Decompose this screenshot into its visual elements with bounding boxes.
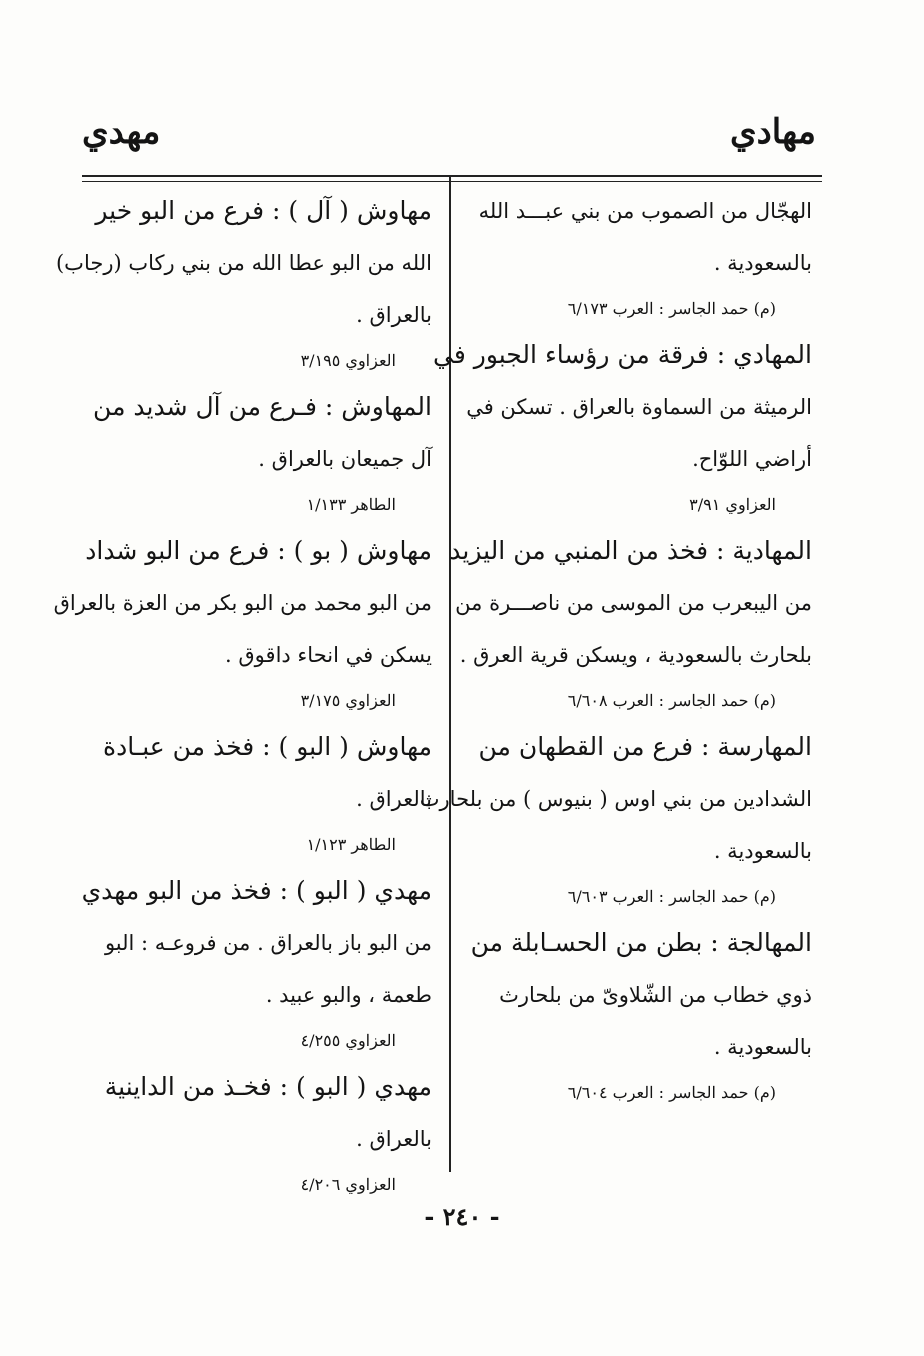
entry xyxy=(419,721,812,917)
entry-line: يسكن في انحاء داقوق . xyxy=(225,643,432,667)
entry xyxy=(433,329,812,525)
entry xyxy=(464,917,812,1113)
header-rule-thin xyxy=(82,181,822,182)
entry-headword-line: المهادية : فخذ من المنبي من اليزيد xyxy=(449,536,812,565)
entry-headword-line: مهدي ( البو ) : فخذ من البو مهدي xyxy=(81,876,432,905)
entry xyxy=(53,525,432,721)
entry xyxy=(87,721,432,865)
entry-line: بالسعودية . xyxy=(713,839,812,863)
entry xyxy=(87,381,432,525)
entry-line: الرميثة من السماوة بالعراق . تسكن في xyxy=(466,395,812,419)
entry-headword-line: المهاوش : فـرع من آل شديد من xyxy=(93,392,432,421)
entry-reference: العزاوي ٣/١٧٥ xyxy=(300,691,396,710)
running-header-left: مهدي xyxy=(82,112,161,152)
entry-reference: العزاوي ٣/١٩٥ xyxy=(300,351,396,370)
entry-reference: (م) حمد الجاسر : العرب ٦/٦٠٤ xyxy=(567,1083,776,1102)
entry-line: بالسعودية . xyxy=(713,1035,812,1059)
entry-line: الهجّال من الصموب من بني عبـــد الله xyxy=(478,199,812,223)
entry-reference: الطاهر ١/١٢٣ xyxy=(306,835,396,854)
entry-reference: العزاوي ٣/٩١ xyxy=(689,495,776,514)
entry-headword-line: مهاوش ( بو ) : فرع من البو شداد xyxy=(85,536,432,565)
left-column xyxy=(53,185,432,1205)
entry xyxy=(449,525,812,721)
entry-headword-line: مهاوش ( آل ) : فرع من البو خير xyxy=(95,196,432,225)
entry-headword-line: مهدي ( البو ) : فخـذ من الداينية xyxy=(104,1072,432,1101)
entry-line: من اليبعرب من الموسى من ناصـــرة من xyxy=(455,591,812,615)
entry-reference: (م) حمد الجاسر : العرب ٦/٦٠٨ xyxy=(567,691,776,710)
entry-line: بالعراق . xyxy=(356,303,432,327)
entry-line: بالعراق . xyxy=(356,1127,432,1151)
entry xyxy=(55,185,432,381)
entry-line: الشدادين من بني اوس ( بنيوس ) من بلحارث xyxy=(419,787,812,811)
entry-line: من البو باز بالعراق . من فروعـه : البو xyxy=(104,931,432,955)
entry-reference: (م) حمد الجاسر : العرب ٦/٦٠٣ xyxy=(567,887,776,906)
entry-headword-line: المهارسة : فرع من القطهان من xyxy=(478,732,812,761)
entry xyxy=(464,185,812,329)
entry-line: بالسعودية . xyxy=(713,251,812,275)
page-number: - ٢٤٠ - xyxy=(424,1202,500,1231)
entry-headword-line: المهالجة : بطن من الحسـابلة من xyxy=(470,928,812,957)
entry-line: ذوي خطاب من الشّلاوىّ من بلحارث xyxy=(499,983,812,1007)
column-divider xyxy=(449,175,451,1172)
entry-reference: العزاوي ٤/٢٥٥ xyxy=(300,1031,396,1050)
entry-reference: (م) حمد الجاسر : العرب ٦/١٧٣ xyxy=(567,299,776,318)
entry-line: أراضي اللوّاح. xyxy=(692,447,812,471)
entry-reference: الطاهر ١/١٣٣ xyxy=(306,495,396,514)
right-column xyxy=(419,185,812,1113)
entry xyxy=(87,1061,432,1205)
running-header-right: مهادي xyxy=(730,112,816,152)
entry-line: الله من البو عطا الله من بني ركاب (رجاب) xyxy=(55,251,432,275)
entry-line: آل جميعان بالعراق . xyxy=(258,447,432,471)
header-rule-thick xyxy=(82,175,822,177)
entry-line: من البو محمد من البو بكر من العزة بالعراق xyxy=(53,591,432,615)
entry-headword-line: المهادي : فرقة من رؤساء الجبور في xyxy=(433,340,812,369)
entry-line: طعمة ، والبو عبيد . xyxy=(265,983,432,1007)
entry-headword-line: مهاوش ( البو ) : فخذ من عبـادة xyxy=(103,732,432,761)
entry-line: بلحارث بالسعودية ، ويسكن قرية العرق . xyxy=(459,643,812,667)
entry-line: بالعراق . xyxy=(356,787,432,811)
entry xyxy=(81,865,432,1061)
entry-reference: العزاوي ٤/٢٠٦ xyxy=(300,1175,396,1194)
